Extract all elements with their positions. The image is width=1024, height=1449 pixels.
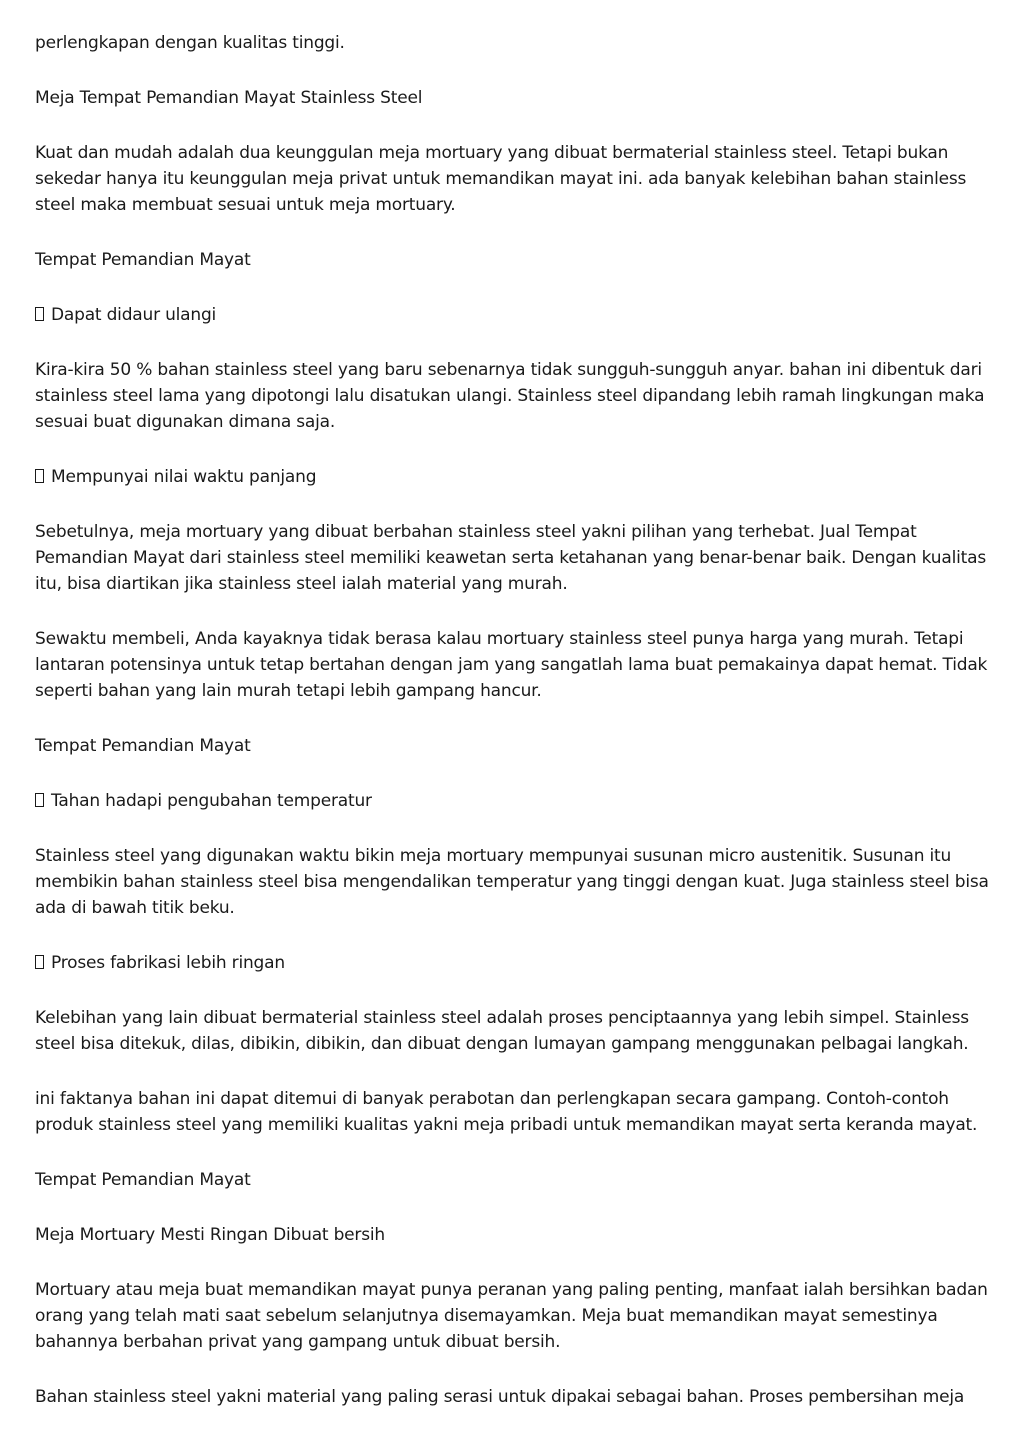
paragraph: Sebetulnya, meja mortuary yang dibuat berbahan stainless steel yakni pilihan yang terhebat. Jual Tempat Pemandian Mayat dari stainless steel memiliki keawetan serta ketahanan yang benar-benar baik. Dengan kualitas itu, bisa diartikan jika stainless steel ialah material yang murah. xyxy=(35,522,986,594)
section-heading: Meja Tempat Pemandian Mayat Stainless Steel xyxy=(35,88,423,108)
paragraph: ini faktanya bahan ini dapat ditemui di banyak perabotan dan perlengkapan secara gampang. Contoh-contoh produk stainless steel yang memiliki kualitas yakni meja pribadi untuk memandikan mayat serta keranda mayat. xyxy=(35,1089,978,1135)
bullet-item xyxy=(35,950,990,976)
missing-glyph-icon xyxy=(35,469,44,483)
bullet-item xyxy=(35,788,990,814)
bullet-text: Dapat didaur ulangi xyxy=(51,305,217,325)
paragraph: perlengkapan dengan kualitas tinggi. xyxy=(35,33,345,53)
section-heading: Tempat Pemandian Mayat xyxy=(35,250,251,270)
paragraph: Sewaktu membeli, Anda kayaknya tidak berasa kalau mortuary stainless steel punya harga yang murah. Tetapi lantaran potensinya untuk tetap bertahan dengan jam yang sangatlah lama buat pemakainya dapat hemat. Tidak seperti bahan yang lain murah tetapi lebih gampang hancur. xyxy=(35,629,988,701)
missing-glyph-icon xyxy=(35,307,44,321)
bullet-item xyxy=(35,464,990,490)
paragraph: Stainless steel yang digunakan waktu bikin meja mortuary mempunyai susunan micro austenitik. Susunan itu membikin bahan stainless steel bisa mengendalikan temperatur yang tinggi dengan kuat. Juga stainless steel bisa ada di bawah titik beku. xyxy=(35,846,989,918)
paragraph: Kuat dan mudah adalah dua keunggulan meja mortuary yang dibuat bermaterial stainless steel. Tetapi bukan sekedar hanya itu keunggulan meja privat untuk memandikan mayat ini. ada banyak kelebihan bahan stainless steel maka membuat sesuai untuk meja mortuary. xyxy=(35,143,967,215)
bullet-item xyxy=(35,302,990,328)
paragraph: Mortuary atau meja buat memandikan mayat punya peranan yang paling penting, manfaat ialah bersihkan badan orang yang telah mati saat sebelum selanjutnya disemayamkan. Meja buat memandikan mayat semestinya bahannya berbahan privat yang gampang untuk dibuat bersih. xyxy=(35,1280,988,1352)
bullet-text: Proses fabrikasi lebih ringan xyxy=(51,953,285,973)
missing-glyph-icon xyxy=(35,793,44,807)
section-heading: Tempat Pemandian Mayat xyxy=(35,736,251,756)
section-heading: Tempat Pemandian Mayat xyxy=(35,1170,251,1190)
paragraph: Kelebihan yang lain dibuat bermaterial stainless steel adalah proses penciptaannya yang lebih simpel. Stainless steel bisa ditekuk, dilas, dibikin, dibikin, dan dibuat dengan lumayan gampang menggunakan pelbagai langkah. xyxy=(35,1008,969,1054)
bullet-text: Mempunyai nilai waktu panjang xyxy=(51,467,317,487)
document-body xyxy=(35,30,990,1410)
paragraph: Bahan stainless steel yakni material yang paling serasi untuk dipakai sebagai bahan. Proses pembersihan meja xyxy=(35,1387,965,1407)
section-heading: Meja Mortuary Mesti Ringan Dibuat bersih xyxy=(35,1225,385,1245)
missing-glyph-icon xyxy=(35,955,44,969)
bullet-text: Tahan hadapi pengubahan temperatur xyxy=(51,791,372,811)
paragraph: Kira-kira 50 % bahan stainless steel yang baru sebenarnya tidak sungguh-sungguh anyar. bahan ini dibentuk dari stainless steel lama yang dipotongi lalu disatukan ulangi. Stainless steel dipandang lebih ramah lingkungan maka sesuai buat digunakan dimana saja. xyxy=(35,360,985,432)
